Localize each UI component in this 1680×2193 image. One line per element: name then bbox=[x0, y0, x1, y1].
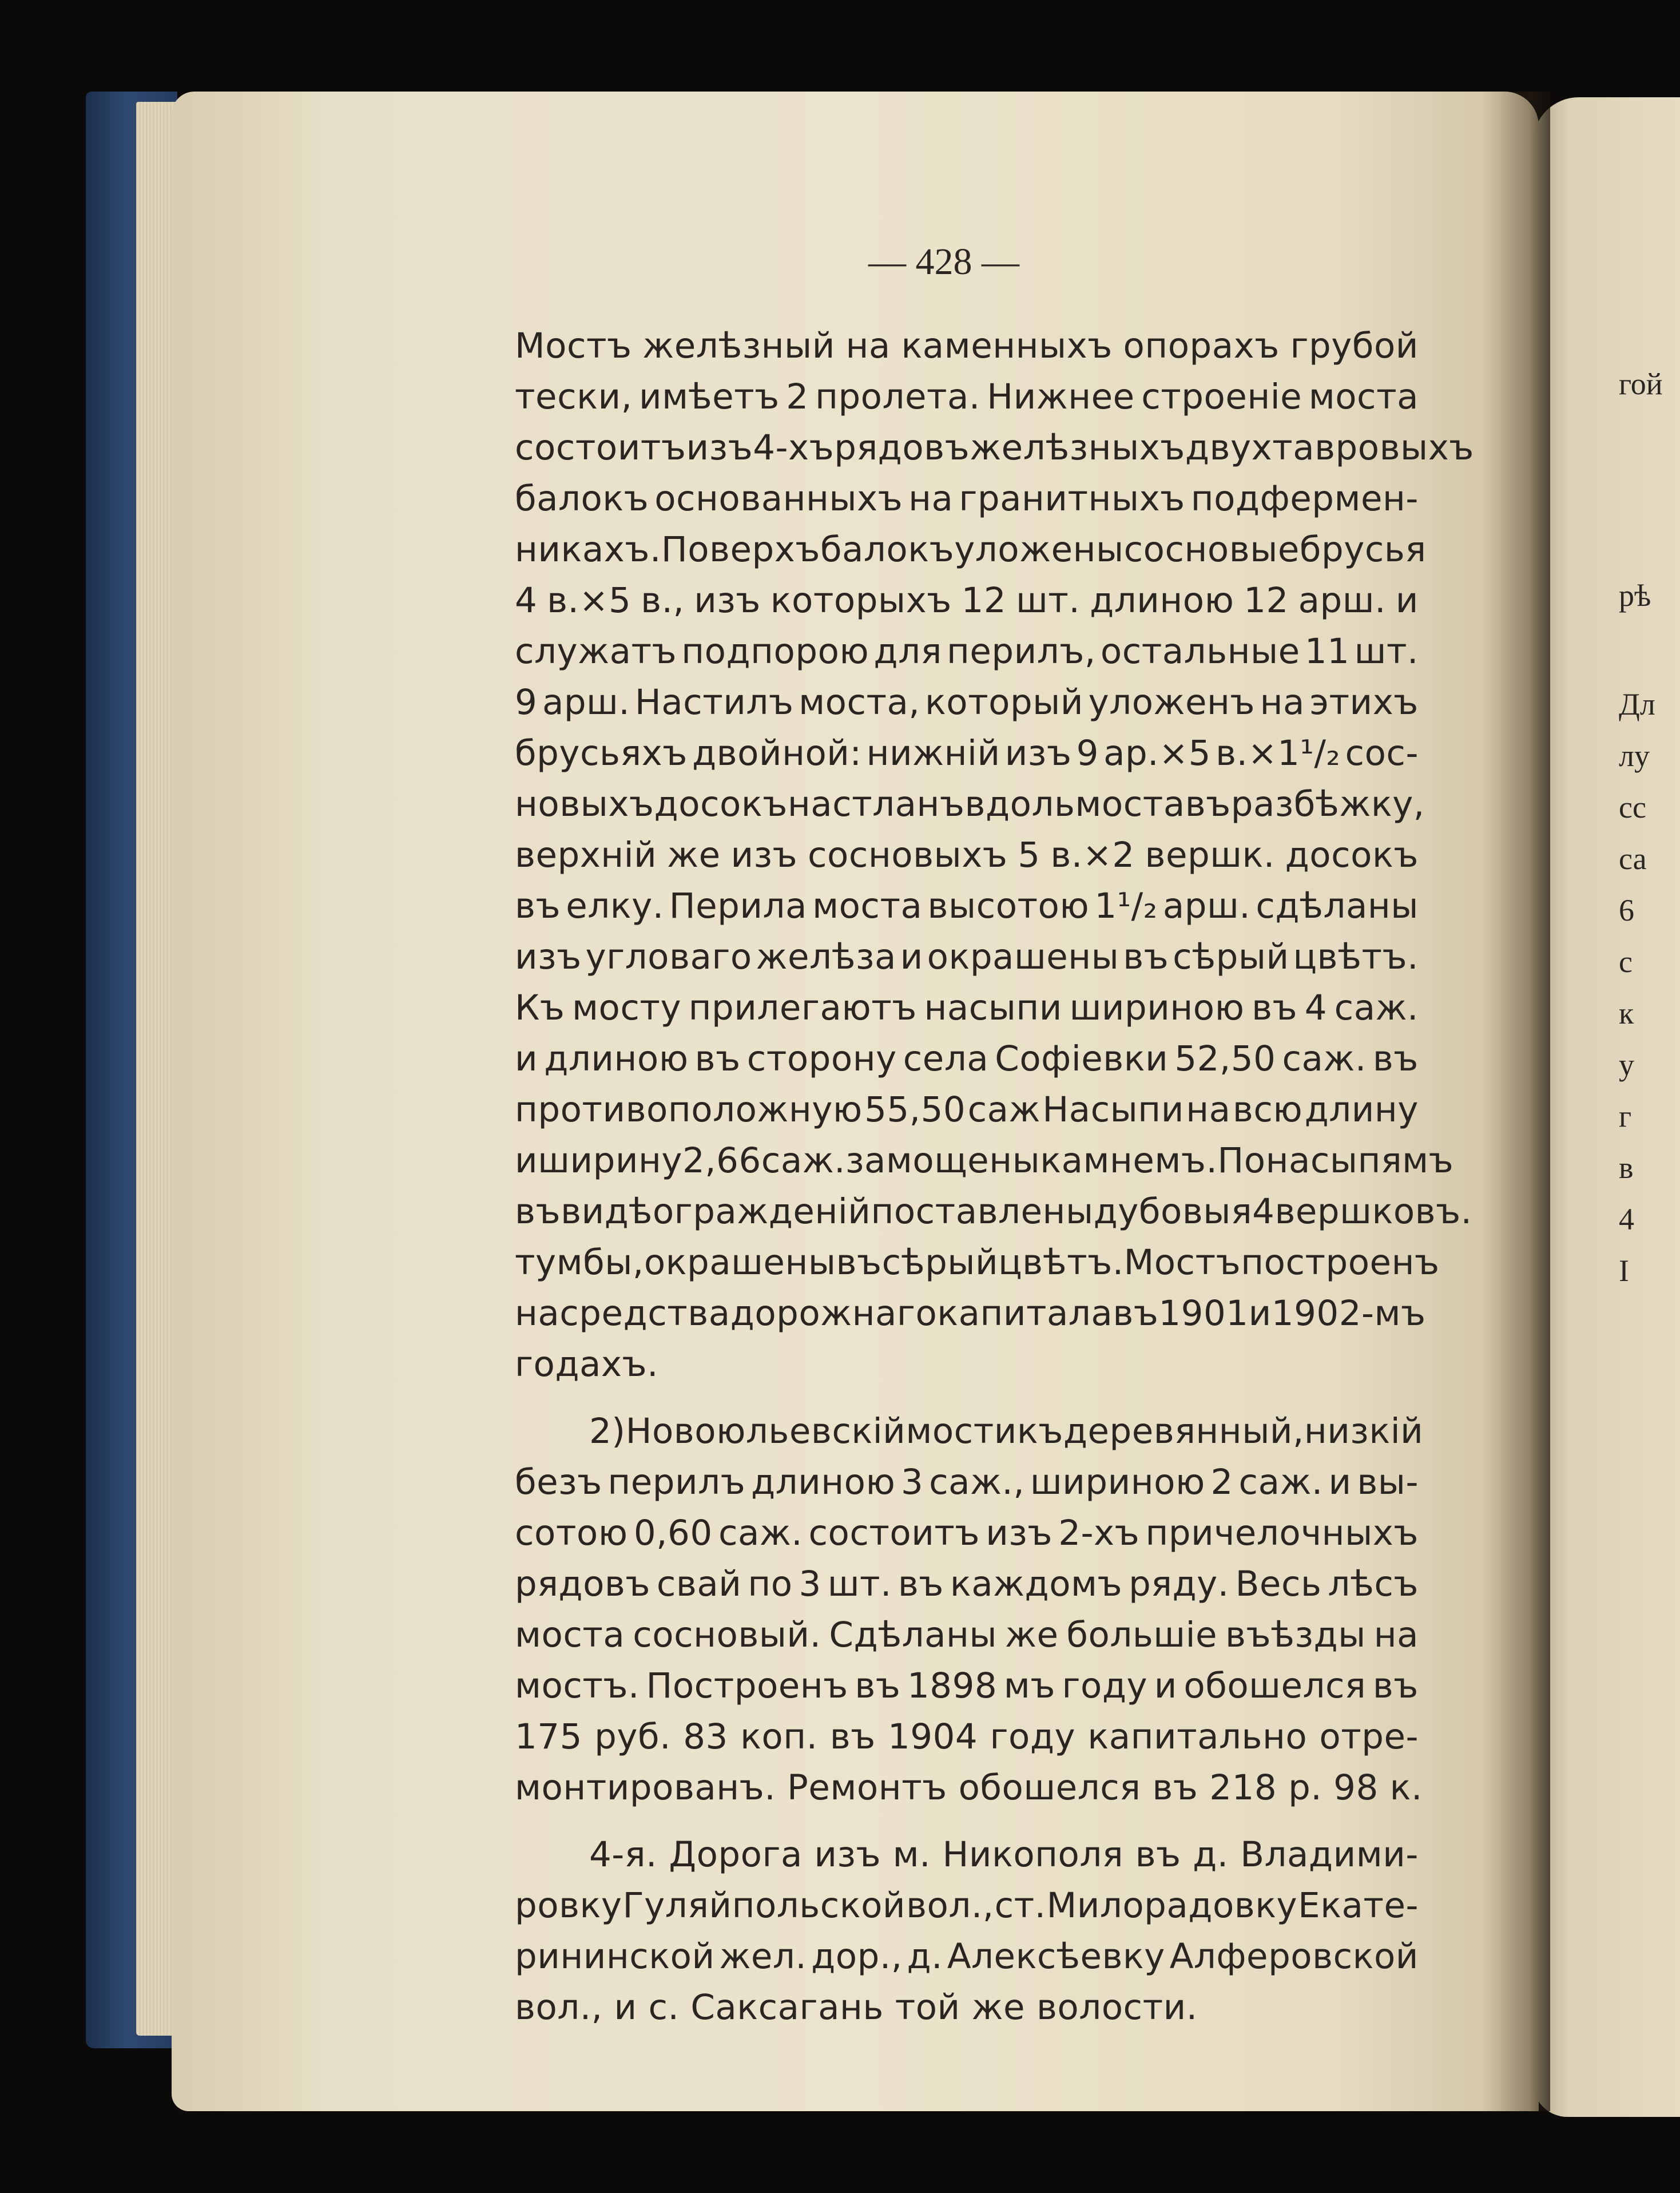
word: въ bbox=[1152, 1767, 1210, 1808]
word: въ bbox=[836, 1242, 882, 1283]
word: которыхъ bbox=[770, 580, 952, 621]
word: вол., bbox=[906, 1885, 994, 1926]
text-line bbox=[515, 1508, 1419, 1559]
word: моста bbox=[1308, 376, 1419, 417]
word: к. bbox=[1389, 1767, 1423, 1808]
word: въ bbox=[1252, 988, 1298, 1028]
word: 4 bbox=[1252, 1191, 1275, 1232]
word: желѣза bbox=[756, 937, 896, 977]
word: огражденій bbox=[652, 1191, 871, 1232]
text-line bbox=[515, 677, 1419, 728]
text-line bbox=[515, 626, 1419, 677]
word: 4-я. bbox=[589, 1834, 657, 1875]
text-line bbox=[515, 1288, 1426, 1339]
word: служатъ bbox=[515, 631, 677, 672]
paragraph bbox=[515, 320, 1474, 1390]
word: въ bbox=[897, 1564, 944, 1604]
word: изъ bbox=[814, 1834, 881, 1875]
word: шириною bbox=[1069, 988, 1245, 1028]
word: году bbox=[990, 1716, 1076, 1757]
word: Ремонтъ bbox=[787, 1767, 959, 1808]
word: вершк. bbox=[1145, 835, 1275, 875]
word: Владими- bbox=[1240, 1834, 1419, 1875]
word: окрашены bbox=[927, 937, 1119, 977]
text-line bbox=[515, 1135, 1454, 1186]
word: же bbox=[971, 1987, 1036, 2028]
word: капитала bbox=[937, 1293, 1113, 1334]
word: Перила bbox=[669, 886, 807, 926]
right-page-fragment: к bbox=[1619, 996, 1634, 1030]
word: 1¹/₂ bbox=[1094, 886, 1158, 926]
word: камнемъ. bbox=[1040, 1140, 1218, 1181]
word: ст. bbox=[994, 1885, 1046, 1926]
word: каждомъ bbox=[950, 1564, 1123, 1604]
word: противоположную bbox=[515, 1089, 863, 1130]
text-line bbox=[515, 931, 1419, 982]
word: окрашены bbox=[644, 1242, 836, 1283]
word: изъ bbox=[986, 1513, 1053, 1553]
word: прилегаютъ bbox=[688, 988, 917, 1028]
word: подфермен- bbox=[1190, 478, 1419, 519]
text-line bbox=[515, 1406, 1424, 1457]
word: на bbox=[908, 478, 954, 519]
word: низкій bbox=[1304, 1411, 1424, 1452]
page-body-text bbox=[515, 320, 1474, 2033]
text-line bbox=[515, 1457, 1419, 1508]
word: в.×2 bbox=[1050, 835, 1135, 875]
word: цвѣтъ. bbox=[998, 1242, 1124, 1283]
word: мостъ. bbox=[515, 1665, 640, 1706]
word: мъ bbox=[1003, 1665, 1055, 1706]
text-line bbox=[515, 1660, 1419, 1711]
word: въ bbox=[694, 1038, 741, 1079]
word: вдоль bbox=[964, 784, 1075, 824]
word: отре- bbox=[1319, 1716, 1419, 1757]
word: 2 bbox=[1210, 1462, 1233, 1502]
word: сосновыхъ bbox=[807, 835, 1008, 875]
word: саж. bbox=[1282, 1038, 1367, 1079]
word: подпорою bbox=[681, 631, 869, 672]
word: высотою bbox=[927, 886, 1090, 926]
word: сдѣланы bbox=[1256, 886, 1419, 926]
word: сосновый. bbox=[633, 1615, 821, 1655]
text-line bbox=[515, 1931, 1419, 1982]
word: угловаго bbox=[585, 937, 752, 977]
word: 2-хъ bbox=[1058, 1513, 1140, 1553]
word: новыхъ bbox=[515, 784, 654, 824]
word: 9 bbox=[1076, 733, 1099, 774]
right-page-fragment: 6 bbox=[1619, 893, 1634, 927]
word: въ bbox=[829, 1716, 876, 1757]
word: 11 bbox=[1304, 631, 1350, 672]
word: и bbox=[1248, 1293, 1272, 1334]
text-line bbox=[515, 779, 1425, 830]
text-line bbox=[515, 575, 1419, 626]
word: уложены bbox=[954, 529, 1124, 570]
word: длиною bbox=[750, 1462, 896, 1502]
word: безъ bbox=[515, 1462, 602, 1502]
right-page-fragment: с bbox=[1619, 945, 1633, 979]
word: Насыпи bbox=[1042, 1089, 1184, 1130]
word: въ bbox=[1372, 1665, 1419, 1706]
word: 1901 bbox=[1158, 1293, 1249, 1334]
word: капитально bbox=[1087, 1716, 1308, 1757]
word: монтированъ. bbox=[515, 1767, 788, 1808]
word: обошелся bbox=[958, 1767, 1153, 1808]
right-page-fragment: Дл bbox=[1619, 687, 1655, 721]
word: годахъ. bbox=[515, 1344, 659, 1385]
word: Софіевки bbox=[995, 1038, 1169, 1079]
word: состоитъ bbox=[515, 427, 686, 468]
word: вол., bbox=[515, 1987, 614, 2028]
word: уложенъ bbox=[1088, 682, 1255, 723]
word: саж. bbox=[1334, 988, 1419, 1028]
right-page-fragment: у bbox=[1619, 1048, 1634, 1082]
word: дор., bbox=[811, 1936, 903, 1977]
text-line bbox=[515, 524, 1427, 575]
paragraph-gap bbox=[515, 1390, 1419, 1406]
word: ровку bbox=[515, 1885, 622, 1926]
word: шт. bbox=[1354, 631, 1419, 672]
word: и bbox=[1328, 1462, 1352, 1502]
word: двойной: bbox=[692, 733, 862, 774]
word: По bbox=[1217, 1140, 1266, 1181]
word: той bbox=[895, 1987, 972, 2028]
text-line bbox=[515, 1762, 1423, 1813]
word: въ bbox=[1372, 1038, 1419, 1079]
word: состоитъ bbox=[808, 1513, 980, 1553]
word: балокъ bbox=[515, 478, 649, 519]
word: балокъ bbox=[820, 529, 955, 570]
word: имѣетъ bbox=[638, 376, 780, 417]
word: Мостъ bbox=[1123, 1242, 1241, 1283]
text-line bbox=[515, 830, 1419, 881]
text-line bbox=[515, 1339, 1419, 1390]
word: обошелся bbox=[1183, 1665, 1367, 1706]
word: Поверхъ bbox=[661, 529, 820, 570]
word: остальные bbox=[1100, 631, 1300, 672]
text-line bbox=[515, 1033, 1419, 1084]
word: шириною bbox=[1030, 1462, 1205, 1502]
word: никахъ. bbox=[515, 529, 661, 570]
word: сосновые bbox=[1123, 529, 1300, 570]
word: 9 bbox=[515, 682, 538, 723]
right-page-fragment: сс bbox=[1619, 790, 1646, 824]
word: рядовъ bbox=[834, 427, 970, 468]
word: насыпи bbox=[924, 988, 1062, 1028]
right-page-fragment: г bbox=[1619, 1099, 1632, 1133]
word: видѣ bbox=[561, 1191, 653, 1232]
word: перилъ, bbox=[946, 631, 1096, 672]
word: сѣрый bbox=[1173, 937, 1289, 977]
word: 98 bbox=[1333, 1767, 1390, 1808]
right-page-fragment: 4 bbox=[1619, 1202, 1634, 1236]
word: который bbox=[924, 682, 1083, 723]
word: арш. bbox=[1298, 580, 1386, 621]
word: настланъ bbox=[787, 784, 965, 824]
word: сѣрый bbox=[881, 1242, 999, 1283]
text-line bbox=[515, 422, 1474, 473]
word: на bbox=[1260, 682, 1305, 723]
word: села bbox=[903, 1038, 989, 1079]
paragraph-gap bbox=[515, 1813, 1419, 1829]
word: этихъ bbox=[1309, 682, 1419, 723]
text-line bbox=[515, 881, 1419, 931]
word: насыпямъ bbox=[1265, 1140, 1454, 1181]
word: ряду. bbox=[1129, 1564, 1229, 1604]
text-line bbox=[515, 1609, 1419, 1660]
text-line bbox=[515, 320, 1419, 371]
word: вы- bbox=[1357, 1462, 1419, 1502]
word: и bbox=[900, 937, 923, 977]
word: нижній bbox=[866, 733, 1000, 774]
word: жел. bbox=[719, 1936, 807, 1977]
word: 2) bbox=[589, 1411, 626, 1452]
word: въ bbox=[1113, 1293, 1159, 1334]
word: свай bbox=[656, 1564, 742, 1604]
word: двухтавровыхъ bbox=[1185, 427, 1474, 468]
word: въ bbox=[1123, 937, 1169, 977]
word: въ bbox=[1135, 1834, 1181, 1875]
word: изъ bbox=[730, 835, 798, 875]
word: деревянный, bbox=[1063, 1411, 1304, 1452]
word: елку. bbox=[566, 886, 664, 926]
word: Алексѣевку bbox=[947, 1936, 1165, 1977]
word: Сдѣланы bbox=[829, 1615, 998, 1655]
word: моста, bbox=[799, 682, 920, 723]
word: 3 bbox=[901, 1462, 924, 1502]
word: въ bbox=[515, 886, 561, 926]
word: ар.×5 bbox=[1103, 733, 1211, 774]
word: коп. bbox=[740, 1716, 818, 1757]
word: 2 bbox=[786, 376, 809, 417]
word: брусьяхъ bbox=[515, 733, 688, 774]
word: построенъ bbox=[1241, 1242, 1440, 1283]
word: волости. bbox=[1036, 1987, 1198, 2028]
word: цвѣтъ. bbox=[1293, 937, 1419, 977]
word: же bbox=[667, 835, 721, 875]
text-line bbox=[515, 982, 1419, 1033]
word: и bbox=[515, 1038, 538, 1079]
word: въ bbox=[515, 1191, 561, 1232]
word: на bbox=[1186, 1089, 1231, 1130]
word: длиною bbox=[544, 1038, 689, 1079]
word: Екате- bbox=[1298, 1885, 1419, 1926]
word: 1898 bbox=[907, 1665, 998, 1706]
word: 175 bbox=[515, 1716, 582, 1757]
word: 55,50 bbox=[864, 1089, 966, 1130]
right-page-fragment: гой bbox=[1619, 367, 1663, 401]
word: тумбы, bbox=[515, 1242, 644, 1283]
word: на bbox=[1373, 1615, 1419, 1655]
word: 3 bbox=[799, 1564, 821, 1604]
word: саж. bbox=[718, 1513, 803, 1553]
word: длину bbox=[1304, 1089, 1419, 1130]
word: замощены bbox=[845, 1140, 1040, 1181]
word: м. bbox=[892, 1834, 931, 1875]
word: в.×5 bbox=[547, 580, 632, 621]
text-line bbox=[515, 371, 1419, 422]
word: гранитныхъ bbox=[959, 478, 1185, 519]
word: мостикъ bbox=[905, 1411, 1063, 1452]
word: руб. bbox=[594, 1716, 671, 1757]
word: грубой bbox=[1290, 326, 1419, 366]
word: вершковъ. bbox=[1274, 1191, 1472, 1232]
text-line bbox=[515, 1982, 1419, 2033]
text-line bbox=[515, 1711, 1419, 1762]
word: 5 bbox=[1018, 835, 1040, 875]
text-line bbox=[515, 728, 1419, 779]
word: изъ bbox=[1004, 733, 1072, 774]
word: досокъ bbox=[654, 784, 788, 824]
word: Алферовской bbox=[1169, 1936, 1419, 1977]
word: длиною bbox=[1090, 580, 1234, 621]
word: моста bbox=[812, 886, 923, 926]
word: 1904 bbox=[888, 1716, 978, 1757]
word: Настилъ bbox=[634, 682, 794, 723]
word: строеніе bbox=[1141, 376, 1302, 417]
word: большіе bbox=[1066, 1615, 1218, 1655]
word: изъ bbox=[694, 580, 761, 621]
word: дорожнаго bbox=[730, 1293, 938, 1334]
word: въ bbox=[855, 1665, 901, 1706]
right-page-fragment: в bbox=[1619, 1151, 1634, 1185]
word: пролета. bbox=[815, 376, 980, 417]
paragraph bbox=[515, 1829, 1419, 2033]
word: 0,60 bbox=[633, 1513, 713, 1553]
word: шт. bbox=[827, 1564, 892, 1604]
word: в., bbox=[641, 580, 685, 621]
text-line bbox=[515, 1084, 1419, 1135]
word: 52,50 bbox=[1174, 1038, 1276, 1079]
word: Построенъ bbox=[646, 1665, 848, 1706]
gutter-shadow bbox=[1482, 92, 1550, 2111]
word: р. bbox=[1288, 1767, 1334, 1808]
word: Новоюльевскій bbox=[625, 1411, 906, 1452]
word: 4-хъ bbox=[753, 427, 835, 468]
word: причелочныхъ bbox=[1145, 1513, 1419, 1553]
word: желѣзный bbox=[642, 326, 835, 366]
word: в.×1¹/₂ bbox=[1216, 733, 1341, 774]
word: брусья bbox=[1299, 529, 1427, 570]
word: с. bbox=[648, 1987, 691, 2028]
word: саж., bbox=[929, 1462, 1025, 1502]
text-line bbox=[515, 1829, 1419, 1880]
word: изъ bbox=[686, 427, 753, 468]
word: моста bbox=[515, 1615, 625, 1655]
word: рининской bbox=[515, 1936, 715, 1977]
word: Гуляйпольской bbox=[622, 1885, 906, 1926]
right-page-fragment: рѣ bbox=[1619, 578, 1651, 613]
word: моста bbox=[1075, 784, 1185, 824]
word: каменныхъ bbox=[901, 326, 1113, 366]
text-line bbox=[515, 1237, 1440, 1288]
word: Нижнее bbox=[987, 376, 1135, 417]
word: 83 bbox=[683, 1716, 728, 1757]
word: д. bbox=[907, 1936, 943, 1977]
word: саж bbox=[967, 1089, 1040, 1130]
word: саж. bbox=[1238, 1462, 1323, 1502]
word: д. bbox=[1193, 1834, 1229, 1875]
word: 218 bbox=[1209, 1767, 1289, 1808]
word: Милорадовку bbox=[1046, 1885, 1298, 1926]
word: на bbox=[515, 1293, 560, 1334]
word: сотою bbox=[515, 1513, 628, 1553]
word: арш. bbox=[1162, 886, 1251, 926]
word: желѣзныхъ bbox=[970, 427, 1185, 468]
right-page-fragment: са bbox=[1619, 842, 1647, 876]
word: Весь bbox=[1235, 1564, 1322, 1604]
word: изъ bbox=[515, 937, 582, 977]
word: Мостъ bbox=[515, 326, 632, 366]
word: 2,66 bbox=[682, 1140, 761, 1181]
word: же bbox=[1004, 1615, 1059, 1655]
word: по bbox=[748, 1564, 793, 1604]
word: основанныхъ bbox=[654, 478, 903, 519]
word: Къ bbox=[515, 988, 565, 1028]
word: 1902-мъ bbox=[1271, 1293, 1426, 1334]
text-line bbox=[515, 473, 1419, 524]
word: всю bbox=[1232, 1089, 1303, 1130]
word: сос- bbox=[1345, 733, 1419, 774]
word: опорахъ bbox=[1123, 326, 1280, 366]
word: 12 bbox=[961, 580, 1007, 621]
word: году bbox=[1062, 1665, 1148, 1706]
word: въѣзды bbox=[1225, 1615, 1366, 1655]
paragraph bbox=[515, 1406, 1424, 1813]
right-page-fragment: лу bbox=[1619, 739, 1650, 773]
word: и bbox=[1395, 580, 1419, 621]
word: разбѣжку, bbox=[1230, 784, 1425, 824]
word: дубовыя bbox=[1093, 1191, 1253, 1232]
text-line bbox=[515, 1186, 1472, 1237]
word: лѣсъ bbox=[1328, 1564, 1419, 1604]
word: и bbox=[1154, 1665, 1177, 1706]
right-page-fragment: I bbox=[1619, 1254, 1629, 1288]
text-line bbox=[515, 1880, 1419, 1931]
word: и bbox=[515, 1140, 538, 1181]
word: шт. bbox=[1016, 580, 1081, 621]
word: на bbox=[845, 326, 891, 366]
word: сторону bbox=[746, 1038, 897, 1079]
word: 4 bbox=[1304, 988, 1328, 1028]
word: поставлены bbox=[871, 1191, 1094, 1232]
word: верхній bbox=[515, 835, 657, 875]
text-line bbox=[515, 1559, 1419, 1609]
word: рядовъ bbox=[515, 1564, 650, 1604]
word: саж. bbox=[761, 1140, 846, 1181]
word: и bbox=[614, 1987, 649, 2028]
word: перилъ bbox=[607, 1462, 746, 1502]
word: въ bbox=[1185, 784, 1231, 824]
word: досокъ bbox=[1285, 835, 1419, 875]
word: для bbox=[873, 631, 942, 672]
word: арш. bbox=[542, 682, 630, 723]
word: тески, bbox=[515, 376, 633, 417]
word: Саксагань bbox=[690, 1987, 895, 2028]
word: мосту bbox=[572, 988, 682, 1028]
word: Дорога bbox=[669, 1834, 803, 1875]
word: Никополя bbox=[942, 1834, 1124, 1875]
word: 12 bbox=[1244, 580, 1289, 621]
word: ширину bbox=[538, 1140, 682, 1181]
word: средства bbox=[559, 1293, 730, 1334]
page-number: — 428 — bbox=[868, 241, 1019, 283]
word: 4 bbox=[515, 580, 538, 621]
